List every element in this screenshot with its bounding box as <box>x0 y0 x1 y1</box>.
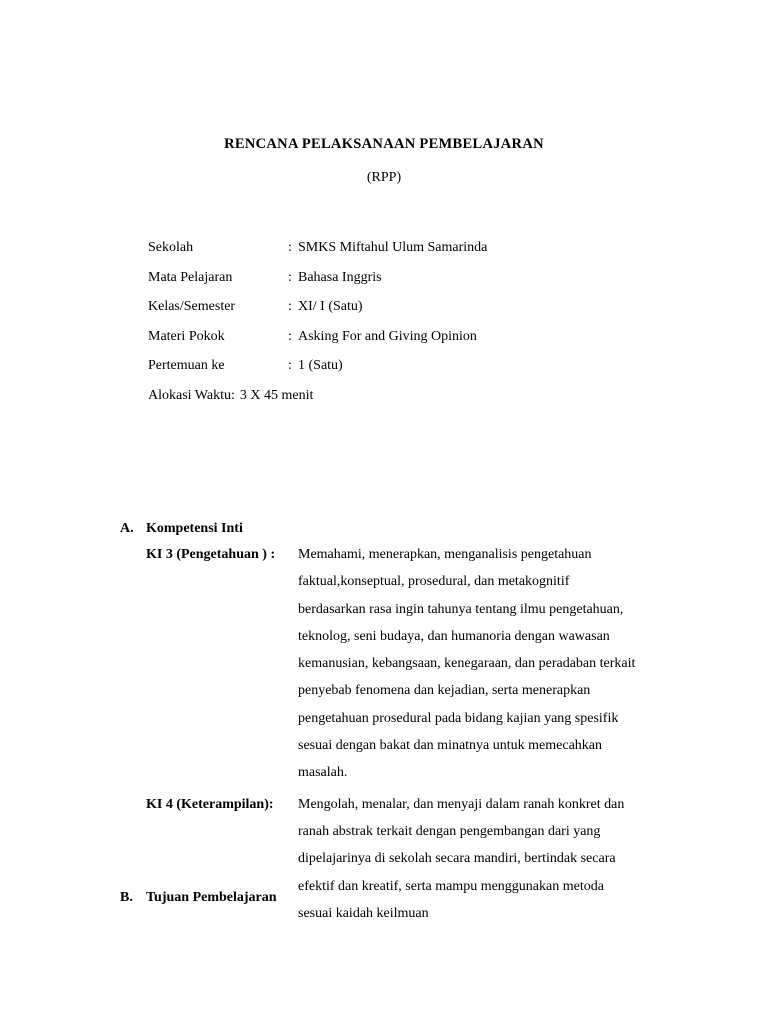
metadata-colon-kelas-semester: : <box>288 299 292 314</box>
metadata-label-mata-pelajaran: Mata Pelajaran <box>148 269 233 285</box>
metadata-value-alokasi-waktu: 3 X 45 menit <box>239 387 314 403</box>
ki3-line: sesuai dengan bakat dan minatnya untuk memecahkan <box>298 738 603 754</box>
metadata-row-mata-pelajaran <box>148 270 688 286</box>
document-metadata <box>148 240 688 417</box>
section-b-heading <box>120 890 680 906</box>
metadata-value-kelas-semester: XI/ I (Satu) <box>298 299 363 314</box>
ki3-text <box>298 541 680 787</box>
document-subtitle: (RPP) <box>366 170 402 185</box>
metadata-row-materi-pokok <box>148 329 688 345</box>
metadata-colon-pertemuan-ke: : <box>288 358 292 373</box>
metadata-label-alokasi-waktu: Alokasi Waktu: <box>148 387 235 403</box>
metadata-value-mata-pelajaran: Bahasa Inggris <box>298 269 382 285</box>
metadata-colon-mata-pelajaran: : <box>288 269 292 285</box>
ki3-line: penyebab fenomena dan kejadian, serta menerapkan <box>298 683 591 699</box>
ki3-line: Memahami, menerapkan, menganalisis pengetahuan <box>298 547 592 562</box>
section-a-heading <box>120 521 680 537</box>
ki3-label: KI 3 (Pengetahuan ) : <box>146 547 276 562</box>
metadata-row-alokasi-waktu <box>148 388 688 404</box>
ki4-line: ranah abstrak terkait dengan pengembangan dari yang <box>298 823 601 839</box>
section-a-title: Kompetensi Inti <box>146 521 243 536</box>
ki3-line: masalah. <box>298 765 348 781</box>
section-kompetensi-inti <box>120 521 680 927</box>
section-tujuan-pembelajaran <box>120 890 680 906</box>
ki4-line: efektif dan kreatif, serta mampu menggunakan metoda <box>298 878 604 894</box>
ki4-line: Mengolah, menalar, dan menyaji dalam ranah konkret dan <box>298 796 625 812</box>
ki4-line: sesuai kaidah keilmuan <box>298 905 429 921</box>
metadata-colon-materi-pokok: : <box>288 328 292 344</box>
metadata-row-kelas-semester <box>148 299 688 315</box>
metadata-value-sekolah: SMKS Miftahul Ulum Samarinda <box>298 240 488 255</box>
metadata-value-materi-pokok: Asking For and Giving Opinion <box>298 328 477 344</box>
ki3-line: berdasarkan rasa ingin tahunya tentang ilmu pengetahuan, <box>298 601 624 617</box>
section-a-letter: A. <box>120 521 134 536</box>
metadata-row-pertemuan-ke <box>148 358 688 374</box>
metadata-label-kelas-semester: Kelas/Semester <box>148 299 236 314</box>
ki3-block <box>146 541 680 787</box>
section-b-letter: B. <box>120 890 133 905</box>
ki4-label: KI 4 (Keterampilan): <box>146 796 274 812</box>
ki4-block <box>146 791 680 927</box>
ki3-line: faktual,konseptual, prosedural, dan metakognitif <box>298 574 570 590</box>
metadata-label-sekolah: Sekolah <box>148 240 194 255</box>
ki3-line: kemanusian, kebangsaan, kenegaraan, dan peradaban terkait <box>298 656 636 672</box>
ki3-line: pengetahuan prosedural pada bidang kajian yang spesifik <box>298 710 619 726</box>
metadata-label-materi-pokok: Materi Pokok <box>148 328 225 344</box>
metadata-value-pertemuan-ke: 1 (Satu) <box>298 358 343 373</box>
ki3-line: teknolog, seni budaya, dan humanoria dengan wawasan <box>298 628 610 644</box>
metadata-label-pertemuan-ke: Pertemuan ke <box>148 358 225 373</box>
ki4-text <box>298 791 680 927</box>
section-b-title: Tujuan Pembelajaran <box>146 890 277 905</box>
ki4-line: dipelajarinya di sekolah secara mandiri, bertindak secara <box>298 851 616 867</box>
document-title: RENCANA PELAKSANAAN PEMBELAJARAN <box>224 136 544 152</box>
metadata-row-sekolah <box>148 240 688 256</box>
metadata-colon-sekolah: : <box>288 240 292 255</box>
